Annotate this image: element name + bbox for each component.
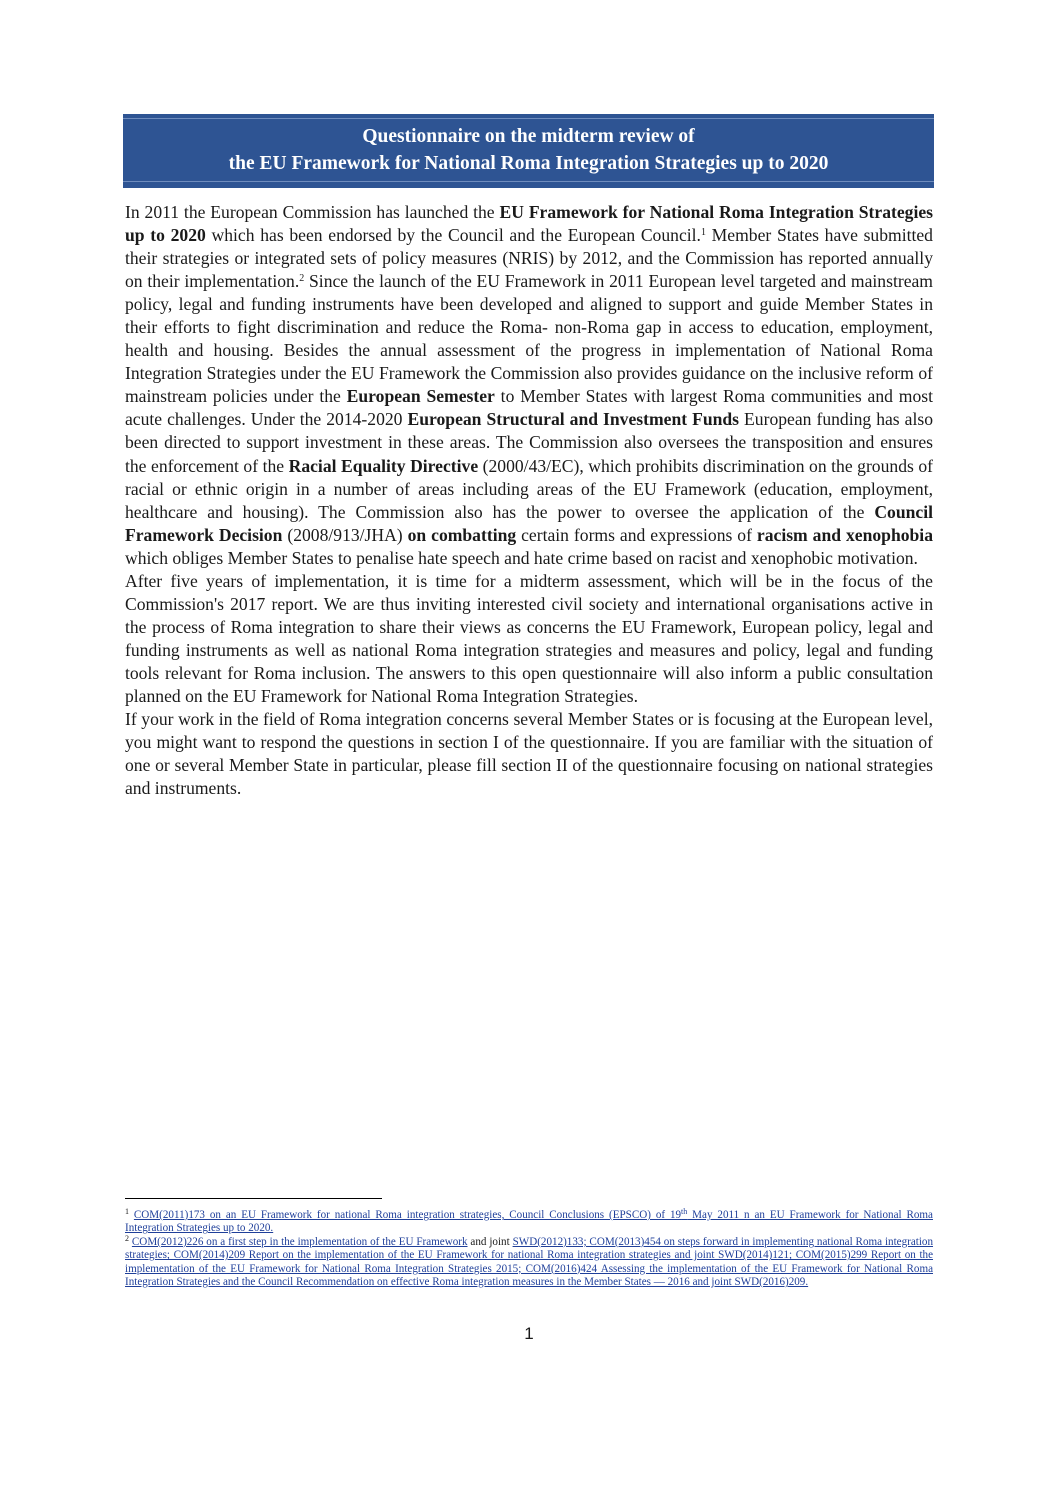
title-line-2: the EU Framework for National Roma Integration Strategies up to 2020 (228, 153, 829, 174)
footnotes (125, 1209, 933, 1289)
footnote-marker: 1 (125, 1207, 129, 1216)
title-line-1: Questionnaire on the midterm review of (362, 126, 695, 147)
footnote-ref-1[interactable]: 1 (700, 227, 706, 239)
text-run: (2000/43/EC), which prohibits discrimination on the grounds of racial or ethnic origin in a number of areas including areas of the EU Framework (education, employment, healthcare and housing). The Commission also has the power to oversee the application of the (125, 455, 934, 522)
intro-paragraph-1 (125, 201, 933, 570)
bold-term-european-semester: European Semester (346, 386, 495, 407)
footnote-separator (125, 1198, 382, 1199)
intro-text (125, 201, 933, 800)
page-number: 1 (524, 1324, 534, 1343)
title-banner (123, 114, 934, 188)
intro-paragraph-3: If your work in the field of Roma integration concerns several Member States or is focusing at the European level, you might want to respond the questions in section I of the questionnaire. If you are familiar with the situation of one or several Member State in particular, please fill section II of the questionnaire focusing on national strategies and instruments. (125, 709, 933, 799)
bold-term-racial-equality-directive: Racial Equality Directive (288, 455, 479, 476)
bold-term-council-framework-decision: Council Framework Decision (125, 501, 933, 545)
ordinal-suffix: th (681, 1207, 688, 1216)
footnote-1-link[interactable] (125, 1209, 933, 1234)
text-run: (2008/913/JHA) (282, 524, 408, 545)
text-run: Member States have submitted their strategies or integrated sets of policy measures (NRIS) by 2012, and the Commission has reported annually on their implementation. (125, 225, 933, 292)
banner-bottom-rule (123, 181, 934, 182)
text-run: European funding has also been directed to support investment in these areas. The Commission also oversees the transposition and ensures the enforcement of the (125, 409, 933, 476)
bold-term-on-combatting: on combatting (407, 524, 517, 545)
bold-term-racism-xenophobia: racism and xenophobia (756, 524, 933, 545)
footnote-text: and joint (467, 1235, 513, 1248)
footnote-2 (125, 1233, 934, 1290)
text-run: which has been endorsed by the Council and the European Council. (205, 225, 701, 246)
link-text: May 2011 n an EU Framework for National Roma Integration Strategies up to 2020. (125, 1209, 933, 1235)
banner-top-rule (123, 118, 934, 119)
text-run: certain forms and expressions of (516, 524, 757, 545)
text-run: In 2011 the European Commission has launched the (125, 202, 500, 222)
link-text: COM(2011)173 on an EU Framework for national Roma integration strategies, Council Conclusions (EPSCO) of 19 (133, 1209, 682, 1221)
intro-paragraph-2: After five years of implementation, it is time for a midterm assessment, which will be in the focus of the Commission's 2017 report. We are thus inviting interested civil society and international organisations active in the process of Roma integration to share their views as concerns the EU Framework, European policy, legal and funding instruments as well as national Roma integration strategies and measures and policy, legal and funding tools relevant for Roma inclusion. The answers to this open questionnaire will also inform a public consultation planned on the EU Framework for National Roma Integration Strategies. (125, 570, 933, 706)
footnote-1 (125, 1209, 933, 1236)
footnote-ref-2[interactable]: 2 (299, 273, 305, 285)
footnote-2-link-1[interactable]: COM(2012)226 on a first step in the implementation of the EU Framework (131, 1235, 468, 1248)
text-run: which obliges Member States to penalise hate speech and hate crime based on racist and xenophobic motivation. (125, 547, 918, 568)
footnote-marker: 2 (125, 1233, 129, 1243)
footnote-2-link-2[interactable]: SWD(2012)133; COM(2013)454 on steps forward in implementing national Roma integration strategies; COM(2014)209 Report on the implementation of the EU Framework for national Roma integration strategies and joint SWD(2014)121; COM(2015)299 Report on the implementation of the EU Framework for National Roma Integration Strategies 2015; COM(2016)424 Assessing the implementation of the EU Framework for National Roma Integration Strategies and the Council Recommendation on effective Roma integration measures in the Member States — 2016 and joint SWD(2016)209. (125, 1235, 934, 1289)
text-run: to Member States with largest Roma communities and most acute challenges. Under the 2014-2020 (125, 386, 933, 430)
bold-term-eu-framework: EU Framework for National Roma Integration Strategies up to 2020 (125, 202, 933, 246)
bold-term-esif: European Structural and Investment Funds (407, 409, 740, 430)
text-run: Since the launch of the EU Framework in 2011 European level targeted and mainstream policy, legal and funding instruments have been developed and aligned to support and guide Member States in their efforts to fight discrimination and reduce the Roma- non-Roma gap in access to education, employment, health and housing. Besides the annual assessment of the progress in implementation of National Roma Integration Strategies under the EU Framework the Commission also provides guidance on the inclusive reform of mainstream policies under the (125, 271, 933, 407)
